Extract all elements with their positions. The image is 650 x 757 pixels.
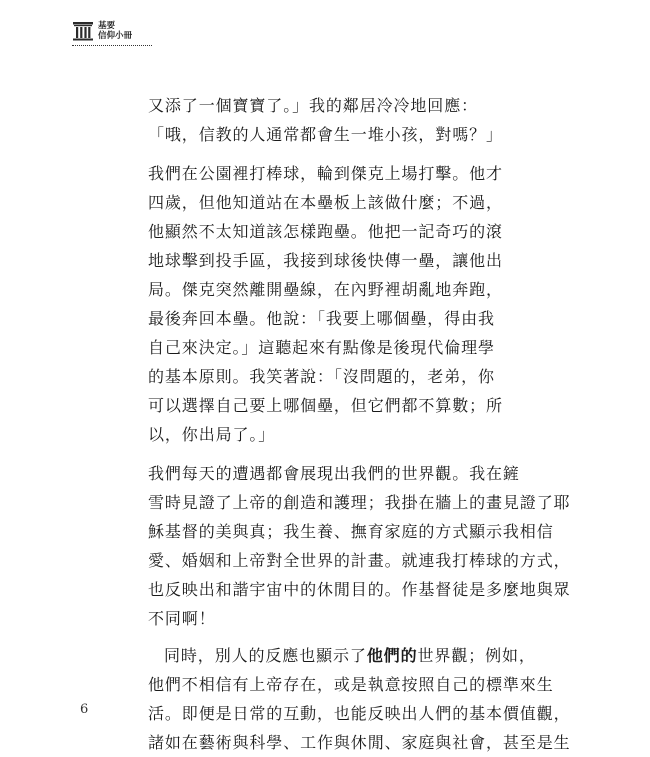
book-header: [72, 20, 160, 46]
text-line: 可以選擇自己要上哪個壘，但它們都不算數；所: [148, 396, 503, 415]
series-title: [98, 21, 132, 41]
text-span: 同時，別人的反應也顯示了: [164, 646, 367, 665]
text-line: 不同啊！: [148, 609, 216, 628]
text-line: 穌基督的美與真；我生養、撫育家庭的方式顯示我相信: [148, 522, 554, 541]
page-number: 6: [80, 702, 89, 717]
text-line: 又添了一個寶寶了。」我的鄰居冷冷地回應：: [148, 96, 479, 115]
text-line: 四歲，但他知道站在本壘板上該做什麼；不過，: [148, 193, 503, 212]
text-line: 我們每天的遭遇都會展現出我們的世界觀。我在鏟: [148, 464, 520, 483]
paragraph-2: [148, 159, 512, 449]
text-line: 他們不相信有上帝存在，或是執意按照自己的標準來生: [148, 675, 554, 694]
text-line: 「哦，信教的人通常都會生一堆小孩，對嗎？」: [148, 125, 503, 144]
text-line: [148, 641, 536, 670]
text-line: 活。即便是日常的互動，也能反映出人們的基本價值觀，: [148, 704, 571, 723]
text-line: 自己來決定。」這聽起來有點像是後現代倫理學: [148, 338, 495, 357]
series-title-line1: 基要: [98, 21, 116, 31]
text-line: 雪時見證了上帝的創造和護理；我掛在牆上的畫見證了耶: [148, 493, 571, 512]
header-divider: [72, 45, 152, 46]
pillar-logo-icon: [72, 20, 94, 42]
text-line: 愛、婚姻和上帝對全世界的計畫。就連我打棒球的方式，: [148, 551, 571, 570]
text-line: 諸如在藝術與科學、工作與休閒、家庭與社會，甚至是生: [148, 733, 571, 752]
series-title-line2: 信仰小冊: [98, 31, 133, 41]
text-line: 最後奔回本壘。他說：「我要上哪個壘，得由我: [148, 309, 495, 328]
paragraph-4: [148, 641, 571, 757]
text-line: 他顯然不太知道該怎樣跑壘。他把一記奇巧的滾: [148, 222, 503, 241]
page-body: [148, 91, 571, 757]
text-line: 的基本原則。我笑著說：「沒問題的，老弟，你: [148, 367, 495, 386]
text-span: 世界觀；例如，: [417, 646, 536, 665]
paragraph-1: [148, 91, 512, 149]
paragraph-3: [148, 459, 571, 633]
text-line: 局。傑克突然離開壘線，在內野裡胡亂地奔跑，: [148, 280, 503, 299]
text-line: 也反映出和諧宇宙中的休閒目的。作基督徒是多麼地與眾: [148, 580, 571, 599]
text-line: 以，你出局了。」: [148, 425, 276, 444]
text-line: 地球擊到投手區，我接到球後快傳一壘，讓他出: [148, 251, 503, 270]
text-line: 我們在公園裡打棒球，輪到傑克上場打擊。他才: [148, 164, 503, 183]
emphasis-text: 他們的: [366, 646, 418, 665]
